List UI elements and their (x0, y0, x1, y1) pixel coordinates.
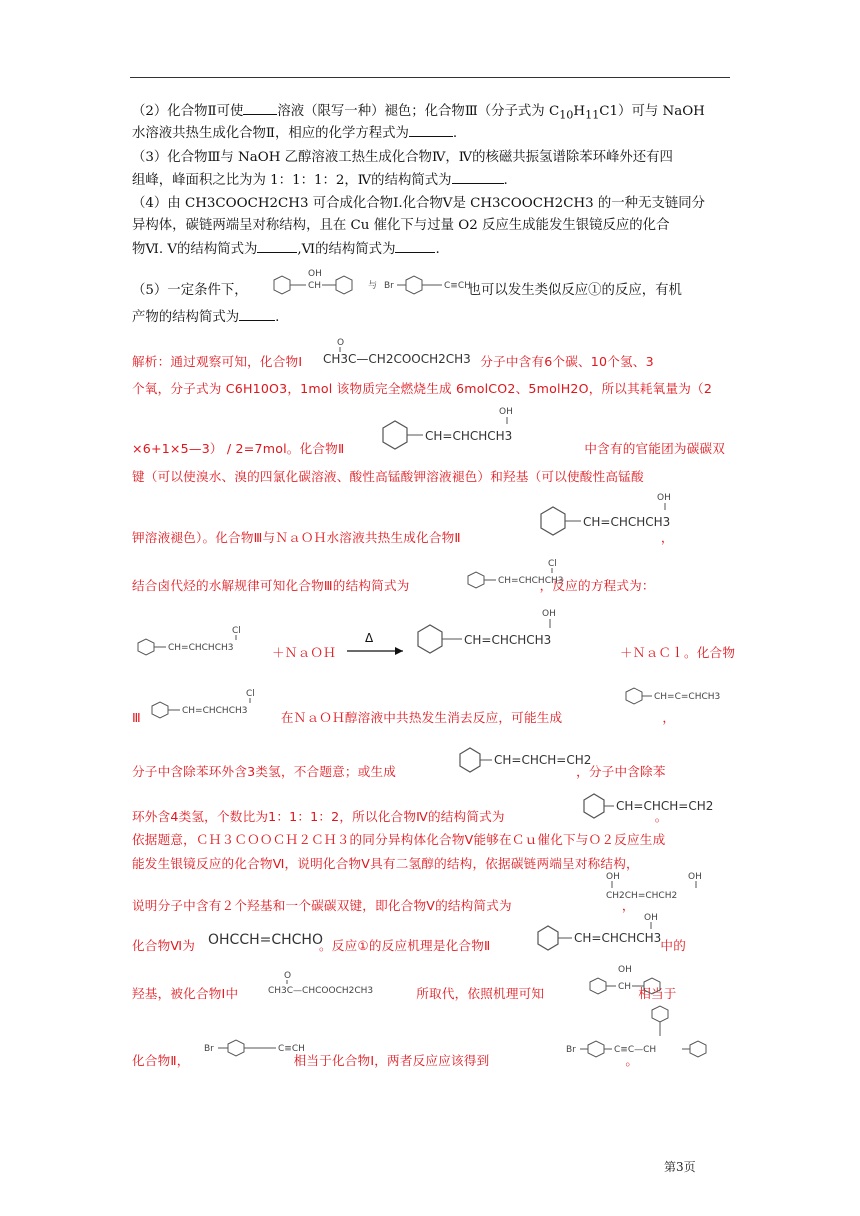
svg-text:与: 与 (368, 281, 378, 291)
svg-text:CH=CHCH=CH2: CH=CHCH=CH2 (616, 799, 714, 813)
svg-text:CH=CHCHCH3: CH=CHCHCH3 (574, 931, 662, 945)
svg-text:CH=CHCHCH3: CH=CHCHCH3 (464, 633, 552, 647)
svg-text:Cl: Cl (246, 689, 255, 699)
bromophenylacetylene-structure (204, 1034, 320, 1064)
svg-text:CH=CHCHCH3: CH=CHCHCH3 (583, 515, 671, 529)
q4-line3: 物Ⅵ. Ⅴ的结构简式为 ,Ⅵ的结构简式为 . (132, 238, 732, 261)
svg-text:CH=CHCHCH3: CH=CHCHCH3 (498, 576, 564, 586)
compound-2-structure (530, 910, 710, 958)
compound-2-structure (410, 602, 620, 660)
svg-text:CH=CHCHCH3: CH=CHCHCH3 (168, 643, 234, 653)
compound-1-structure (323, 334, 503, 368)
svg-text:OH: OH (688, 872, 702, 882)
compound-3-structure (462, 558, 602, 592)
svg-text:Cl: Cl (232, 626, 241, 636)
compound-6-structure (206, 925, 332, 951)
svg-text:OH: OH (542, 609, 556, 619)
svg-text:C≡CH: C≡CH (444, 281, 471, 291)
svg-text:CH3C—CHCOOCH2CH3: CH3C—CHCOOCH2CH3 (268, 986, 374, 996)
eq-product-nacl: ＋ＮａＣｌ。化合物 (620, 645, 736, 660)
ans-line9: 分子中含除苯环外含3类氢，不合题意；或生成 ，分子中含除苯 (132, 764, 666, 779)
answer-blank[interactable] (395, 238, 435, 253)
svg-text:Br: Br (384, 281, 394, 291)
svg-text:OH: OH (644, 913, 658, 923)
q4-line2: 异构体，碳链两端呈对称结构，且在 Cu 催化下与过量 O2 反应生成能发生银镜反应的化合 (132, 218, 670, 233)
page-number: 第3页 (664, 1160, 696, 1174)
answer-blank[interactable] (409, 122, 453, 137)
compound-4-structure (452, 740, 632, 780)
svg-text:CH=CHCHCH3: CH=CHCHCH3 (425, 429, 513, 443)
ans-line16: 化合物Ⅱ， 相当于化合物Ⅰ，两者反应应该得到 。 (132, 1053, 639, 1068)
ans-line11: 依据题意，ＣＨ３ＣＯＯＣＨ２ＣＨ３的同分异构体化合物Ⅴ能够在Ｃｕ催化下与Ｏ２反应生成 (132, 832, 666, 847)
ans-line2: 个氧，分子式为 C6H10O3，1mol 该物质完全燃烧生成 6molCO2、5molH2O，所以其耗氧量为（2 (132, 381, 713, 396)
product-structure (566, 1002, 716, 1074)
compound-1-fragment-structure (266, 970, 446, 1000)
ans-line6: 结合卤代烃的水解规律可知化合物Ⅲ的结构简式为 ，反应的方程式为： (132, 578, 655, 593)
q2-line1: （2）化合物Ⅱ可使 溶液（限写一种）褪色；化合物Ⅲ（分子式为 $C_{10}H_{11}C1$）可与 NaOH (132, 100, 732, 127)
compound-2-structure (533, 488, 733, 540)
svg-text:Δ: Δ (365, 632, 374, 645)
ans-line13: 说明分子中含有２个羟基和一个碳碳双键，即化合物Ⅴ的结构简式为 ， (132, 898, 635, 913)
svg-text:OHCCH=CHCHO: OHCCH=CHCHO (208, 932, 323, 948)
answer-blank[interactable] (452, 169, 504, 184)
svg-text:CH=CHCHCH3: CH=CHCHCH3 (182, 706, 248, 716)
svg-text:C≡C—CH: C≡C—CH (614, 1045, 657, 1055)
compound-2-structure (375, 402, 595, 452)
ans-line4: 键（可以使溴水、溴的四氯化碳溶液、酸性高锰酸钾溶液褪色）和羟基（可以使酸性高锰酸 (132, 469, 644, 484)
svg-text:CH=CHCH=CH2: CH=CHCH=CH2 (494, 753, 592, 767)
svg-text:CH: CH (618, 982, 632, 992)
svg-text:CH2CH=CHCH2: CH2CH=CHCH2 (606, 891, 678, 901)
allene-structure (620, 684, 730, 720)
q3-line2: 组峰，峰面积之比为为 1：1：1：2，Ⅳ的结构简式为 . (132, 169, 732, 192)
eq-reagent-naoh: ＋ＮａＯＨ (272, 645, 336, 660)
svg-text:OH: OH (308, 269, 322, 279)
svg-text:O: O (284, 971, 292, 981)
q5-line1: （5）一定条件下， 也可以发生类似反应①的反应，有机 (132, 283, 682, 298)
compound-4-structure (578, 788, 738, 824)
ans-line12: 能发生银镜反应的化合物Ⅵ，说明化合物Ⅴ具有二氢醇的结构，依据碳链两端呈对称结构， (132, 856, 639, 871)
ans-line10: 环外含4类氢，个数比为1：1：1：2，所以化合物Ⅳ的结构简式为 。 (132, 809, 668, 824)
ans-line3: ×6+1×5—3） / 2=7mol。化合物Ⅱ 中含有的官能团为碳碳双 (132, 441, 726, 456)
answer-blank[interactable] (239, 306, 275, 321)
ans-line5: 钾溶液褪色）。化合物Ⅲ与ＮａＯＨ水溶液共热生成化合物Ⅱ ， (132, 530, 674, 545)
q4-line1: （4）由 CH3COOCH2CH3 可合成化合物Ⅰ.化合物Ⅴ是 CH3COOCH2CH3 的一种无支链同分 (132, 196, 706, 211)
header-rule (130, 77, 730, 78)
svg-text:Br: Br (204, 1044, 214, 1054)
svg-text:OH: OH (657, 493, 671, 503)
diphenylmethanol-structure (586, 962, 682, 1002)
svg-text:OH: OH (499, 407, 513, 417)
ans-line8: Ⅲ 在ＮａＯＨ醇溶液中共热发生消去反应，可能生成 ， (132, 710, 676, 725)
compound-5-structure (604, 868, 720, 908)
compound-3-structure (132, 623, 272, 659)
ans-line14: 化合物Ⅵ为 。反应①的反应机理是化合物Ⅱ 中的 (132, 938, 687, 953)
svg-text:C≡CH: C≡CH (278, 1044, 305, 1054)
svg-text:CH: CH (308, 281, 322, 291)
q5-line2: 产物的结构简式为 . (132, 306, 732, 329)
svg-text:OH: OH (618, 965, 632, 975)
compound-3-structure (146, 688, 286, 722)
svg-text:OH: OH (606, 872, 620, 882)
svg-text:CH=C=CHCH3: CH=C=CHCH3 (654, 692, 721, 702)
q2-line2: 水溶液共热生成化合物Ⅱ，相应的化学方程式为 . (132, 122, 732, 145)
q5-reactants-structure (262, 268, 492, 302)
svg-text:CH3C—CH2COOCH2CH3: CH3C—CH2COOCH2CH3 (323, 352, 471, 366)
answer-blank[interactable] (257, 238, 297, 253)
ans-line15: 羟基，被化合物Ⅰ中 所取代，依照机理可知 相当于 (132, 986, 677, 1001)
answer-blank[interactable] (243, 100, 277, 115)
ans-line1: 解析：通过观察可知，化合物Ⅰ 分子中含有6个碳、10个氢、3 (132, 354, 654, 369)
reaction-arrow (345, 632, 407, 662)
svg-text:Cl: Cl (548, 559, 557, 569)
q3-line1: （3）化合物Ⅲ与 NaOH 乙醇溶液工热生成化合物Ⅳ，Ⅳ的核磁共振氢谱除苯环峰外还有四 (132, 150, 673, 165)
svg-text:O: O (337, 338, 345, 348)
svg-text:Br: Br (566, 1045, 576, 1055)
